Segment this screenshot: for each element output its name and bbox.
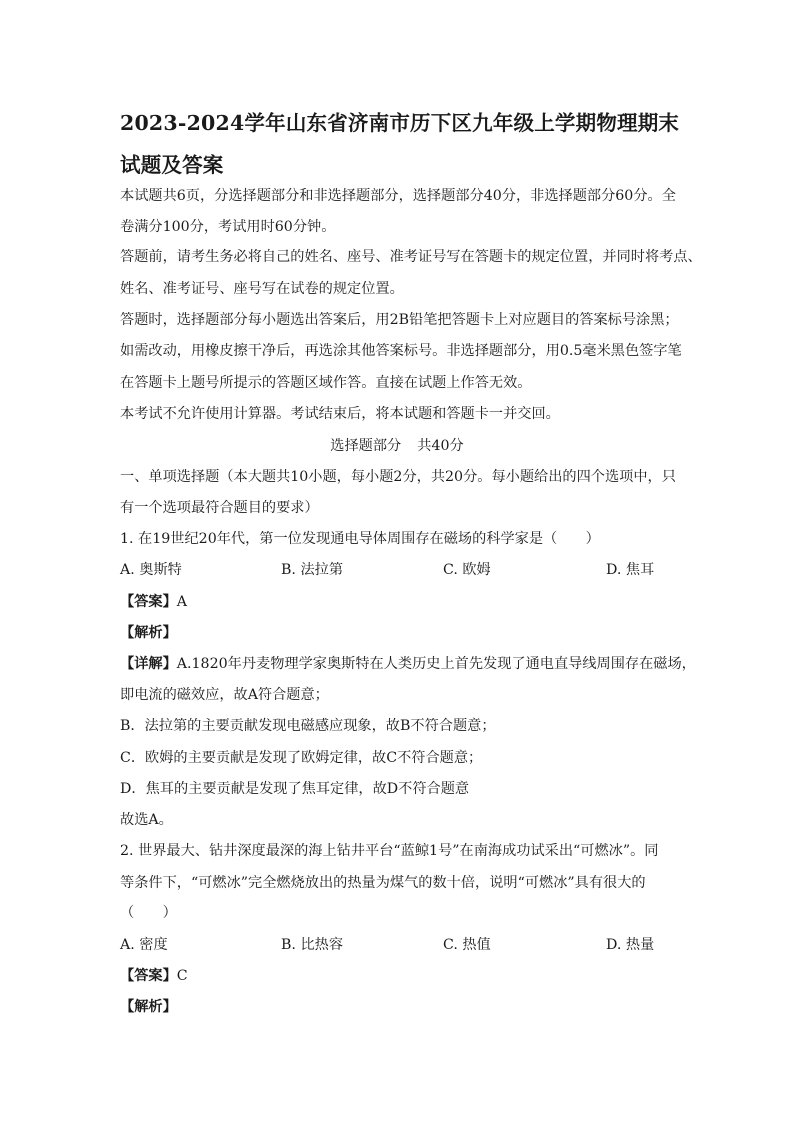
question-1-option-c: C. 欧姆 <box>443 562 491 578</box>
question-2-option-d: D. 热量 <box>606 937 655 953</box>
question-1-answer <box>120 595 187 609</box>
answer-value: A <box>176 594 188 610</box>
instruction-line: 答题前，请考生务必将自己的姓名、座号、准考证号写在答题卡的规定位置，并同时将考点、 <box>120 249 702 265</box>
question-1-option-a: A. 奥斯特 <box>120 562 182 578</box>
question-1-analysis-label: 【解析】 <box>120 625 177 641</box>
detail-text: A.1820年丹麦物理学家奥斯特在人类历史上首先发现了通电直导线周围存在磁场， <box>176 656 696 672</box>
question-2-stem-line-1: 2. 世界最大、钻井深度最深的海上钻井平台“蓝鲸1号”在南海成功试采出“可燃冰”。同 <box>120 843 659 859</box>
answer-label: 【答案】 <box>120 968 177 984</box>
question-1-detail-b: B．法拉第的主要贡献发现电磁感应现象，故B不符合题意； <box>120 718 496 734</box>
section-heading-score: 共40分 <box>417 438 464 454</box>
instruction-line: 在答题卡上题号所提示的答题区域作答。直接在试题上作答无效。 <box>120 375 532 391</box>
question-2-answer <box>120 969 188 983</box>
question-1-detail-line-2: 即电流的磁效应，故A符合题意； <box>120 687 329 703</box>
question-1-conclusion: 故选A。 <box>120 812 173 828</box>
question-1-detail-c: C．欧姆的主要贡献是发现了欧姆定律，故C不符合题意； <box>120 750 483 766</box>
question-1-detail-d: D．焦耳的主要贡献是发现了焦耳定律，故D不符合题意 <box>120 781 470 797</box>
instruction-line: 卷满分100分，考试用时60分钟。 <box>120 219 336 235</box>
section-intro-line: 一、单项选择题（本大题共10小题，每小题2分，共20分。每小题给出的四个选项中，只 <box>120 469 676 485</box>
question-1-detail-line-1 <box>120 657 696 671</box>
instruction-line: 本试题共6页，分选择题部分和非选择题部分，选择题部分40分，非选择题部分60分。全 <box>120 188 676 204</box>
section-heading-title: 选择题部分 <box>330 438 402 454</box>
instruction-line: 答题时，选择题部分每小题选出答案后，用2B铅笔把答题卡上对应题目的答案标号涂黑； <box>120 312 679 328</box>
question-2-stem-line-2: 等条件下，“可燃冰”完全燃烧放出的热量为煤气的数十倍，说明“可燃冰”具有很大的 <box>120 875 646 891</box>
answer-value: C <box>176 968 188 984</box>
document-title-line-2: 试题及答案 <box>120 153 224 177</box>
section-heading <box>0 439 794 453</box>
question-2-stem-line-3: （ ） <box>120 905 177 921</box>
question-2-option-b: B. 比热容 <box>281 937 344 953</box>
question-1-option-d: D. 焦耳 <box>606 562 655 578</box>
question-1-option-b: B. 法拉第 <box>281 562 344 578</box>
question-2-option-a: A. 密度 <box>120 937 168 953</box>
document-title-line-1: 2023-2024学年山东省济南市历下区九年级上学期物理期末 <box>120 111 680 135</box>
question-2-analysis-label: 【解析】 <box>120 999 177 1015</box>
question-1-stem: 1. 在19世纪20年代，第一位发现通电导体周围存在磁场的科学家是（ ） <box>120 531 600 547</box>
question-2-option-c: C. 热值 <box>443 937 491 953</box>
section-intro-line: 有一个选项最符合题目的要求） <box>120 500 319 516</box>
instruction-line: 如需改动，用橡皮擦干净后，再选涂其他答案标号。非选择题部分，用0.5毫米黑色签字笔 <box>120 343 682 359</box>
instruction-line: 本考试不允许使用计算器。考试结束后，将本试题和答题卡一并交回。 <box>120 406 560 422</box>
answer-label: 【答案】 <box>120 594 177 610</box>
instruction-line: 姓名、准考证号、座号写在试卷的规定位置。 <box>120 281 404 297</box>
detail-label: 【详解】 <box>120 656 177 672</box>
